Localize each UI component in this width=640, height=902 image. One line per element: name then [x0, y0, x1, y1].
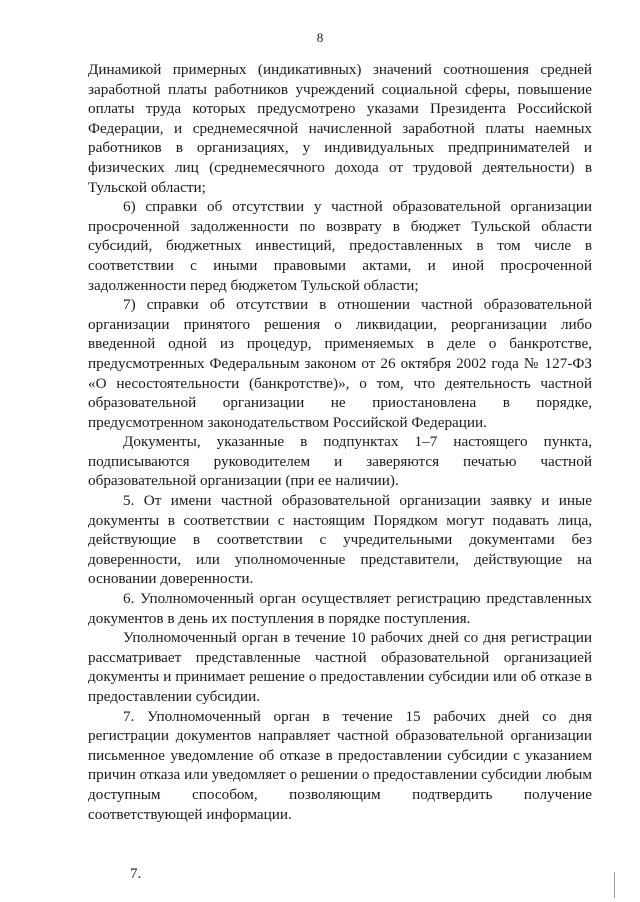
- paragraph-review-10-days: Уполномоченный орган в течение 10 рабочих дней со дня регистрации рассматривает представленные частной образовательной организацией документы и принимает решение о предоставлении субсидии или об отказе в предоставлении субсидии.: [88, 629, 592, 705]
- document-body: [88, 60, 592, 824]
- page-number: 8: [316, 30, 324, 45]
- paragraph-continuation: Динамикой примерных (индикативных) значений соотношения средней заработной платы работников учреждений социальной сферы, повышение оплаты труда которых предусмотрено указами Президента Российской Федерации, и среднемесячной начисленной заработной платы наемных работников в организациях, у индивидуальных предпринимателей и физических лиц (среднемесячного дохода от трудовой деятельности) в Тульской области;: [88, 61, 592, 196]
- cut-off-fragment: 7.: [130, 866, 142, 882]
- paragraph-documents: Документы, указанные в подпунктах 1–7 настоящего пункта, подписываются руководителем и заверяются печатью частной образовательной организации (при ее наличии).: [88, 433, 592, 490]
- paragraph-item-7: 7) справки об отсутствии в отношении частной образовательной организации принятого решения о ликвидации, реорганизации либо введенной одной из процедур, применяемых в деле о банкротстве, предусмотренных Федеральным законом от 26 октября 2002 года № 127-ФЗ «О несостоятельности (банкротстве)», о том, что деятельность частной образовательной организации не приостановлена в порядке, предусмотренном законодательством Российской Федерации.: [88, 296, 592, 431]
- paragraph-section-5: 5. От имени частной образовательной организации заявку и иные документы в соответствии с настоящим Порядком могут подавать лица, действующие в соответствии с учредительными документами без доверенности, или уполномоченные представители, действующие на основании доверенности.: [88, 492, 592, 588]
- paragraph-item-6: 6) справки об отсутствии у частной образовательной организации просроченной задолженности по возврату в бюджет Тульской области субсидий, бюджетных инвестиций, предоставленных в том числе в соответствии с иными правовыми актами, и иной просроченной задолженности перед бюджетом Тульской области;: [88, 198, 592, 294]
- paragraph-section-6: 6. Уполномоченный орган осуществляет регистрацию представленных документов в день их поступления в порядке поступления.: [88, 590, 592, 627]
- paragraph-section-7: 7. Уполномоченный орган в течение 15 рабочих дней со дня регистрации документов направляет частной образовательной организации письменное уведомление об отказе в предоставлении субсидии с указанием причин отказа или уведомляет о решении о предоставлении субсидии любым доступным способом, позволяющим подтвердить получение соответствующей информации.: [88, 707, 592, 823]
- scan-edge-mark: [614, 872, 625, 898]
